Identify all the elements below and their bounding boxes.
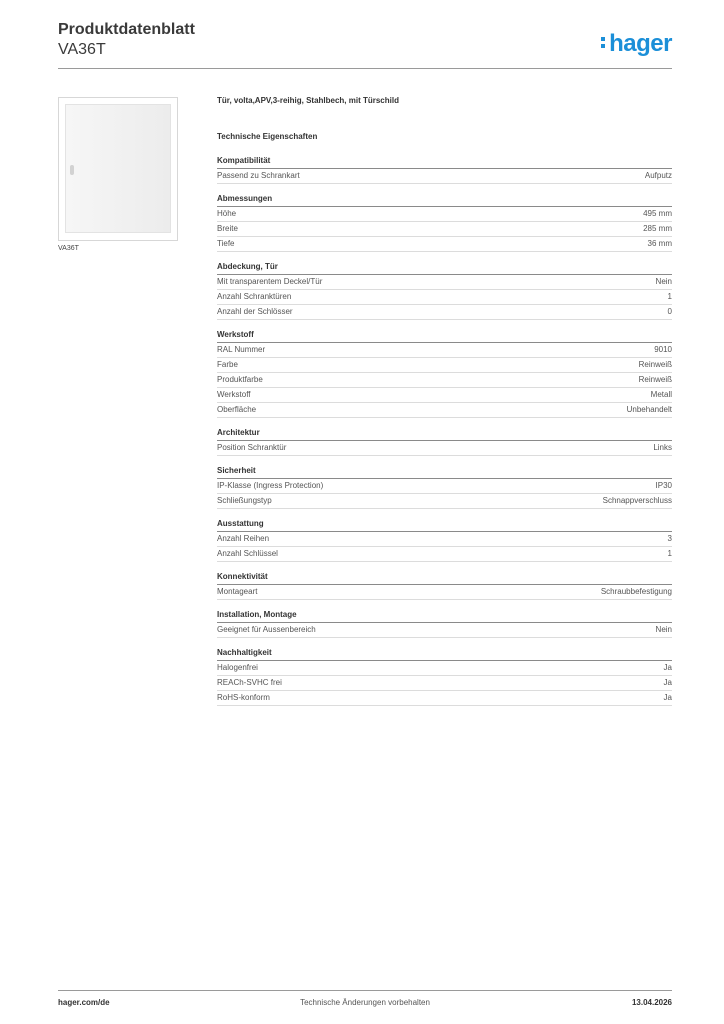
image-caption: VA36T <box>58 245 79 252</box>
footer-divider <box>58 990 672 991</box>
spec-row <box>217 676 672 691</box>
spec-label: Montageart <box>217 587 258 596</box>
spec-row <box>217 343 672 358</box>
page-header <box>58 20 195 60</box>
spec-label: Schließungstyp <box>217 496 272 505</box>
spec-value: 36 mm <box>647 239 672 248</box>
spec-row <box>217 547 672 562</box>
spec-sections <box>217 156 672 706</box>
spec-row <box>217 691 672 706</box>
product-description: Tür, volta,APV,3-reihig, Stahlbech, mit Türschild <box>217 96 399 105</box>
section-title: Konnektivität <box>217 572 672 585</box>
spec-row <box>217 388 672 403</box>
spec-value: 285 mm <box>643 224 672 233</box>
spec-row <box>217 222 672 237</box>
spec-row <box>217 585 672 600</box>
spec-section <box>217 330 672 418</box>
spec-value: 3 <box>667 534 672 543</box>
spec-label: RAL Nummer <box>217 345 266 354</box>
spec-label: IP-Klasse (Ingress Protection) <box>217 481 324 490</box>
spec-value: Reinweiß <box>638 375 672 384</box>
spec-row <box>217 358 672 373</box>
spec-label: Geeignet für Aussenbereich <box>217 625 316 634</box>
spec-label: RoHS-konform <box>217 693 270 702</box>
logo-dots-icon <box>601 34 607 51</box>
section-title: Kompatibilität <box>217 156 672 169</box>
spec-row <box>217 623 672 638</box>
spec-value: Schraubbefestigung <box>600 587 672 596</box>
spec-row <box>217 290 672 305</box>
section-title: Werkstoff <box>217 330 672 343</box>
door-illustration <box>65 104 171 233</box>
spec-value: Metall <box>650 390 672 399</box>
spec-section <box>217 156 672 184</box>
spec-row <box>217 237 672 252</box>
spec-section <box>217 648 672 706</box>
tech-properties-heading: Technische Eigenschaften <box>217 132 318 141</box>
spec-label: Anzahl Reihen <box>217 534 270 543</box>
header-divider <box>58 68 672 69</box>
product-image <box>58 97 178 241</box>
spec-section <box>217 572 672 600</box>
section-title: Installation, Montage <box>217 610 672 623</box>
spec-value: 1 <box>667 549 672 558</box>
spec-row <box>217 441 672 456</box>
spec-label: Anzahl der Schlösser <box>217 307 293 316</box>
spec-label: Anzahl Schlüssel <box>217 549 278 558</box>
spec-row <box>217 207 672 222</box>
spec-value: 1 <box>667 292 672 301</box>
spec-row <box>217 479 672 494</box>
section-title: Nachhaltigkeit <box>217 648 672 661</box>
spec-label: Werkstoff <box>217 390 251 399</box>
spec-row <box>217 305 672 320</box>
spec-row <box>217 661 672 676</box>
spec-label: Halogenfrei <box>217 663 258 672</box>
spec-value: 495 mm <box>643 209 672 218</box>
spec-label: Position Schranktür <box>217 443 287 452</box>
spec-value: Aufputz <box>644 171 672 180</box>
spec-label: Anzahl Schranktüren <box>217 292 292 301</box>
spec-value: Unbehandelt <box>626 405 672 414</box>
footer-date: 13.04.2026 <box>631 998 672 1007</box>
hager-logo <box>601 30 672 58</box>
door-handle-icon <box>70 165 74 175</box>
spec-value: Ja <box>663 693 672 702</box>
spec-row <box>217 494 672 509</box>
spec-value: Reinweiß <box>638 360 672 369</box>
section-title: Sicherheit <box>217 466 672 479</box>
spec-row <box>217 532 672 547</box>
footer-website: hager.com/de <box>58 998 110 1007</box>
footer-note: Technische Änderungen vorbehalten <box>300 998 430 1007</box>
spec-label: Oberfläche <box>217 405 257 414</box>
spec-section <box>217 466 672 509</box>
spec-label: Höhe <box>217 209 237 218</box>
spec-label: Farbe <box>217 360 238 369</box>
section-title: Abmessungen <box>217 194 672 207</box>
section-title: Ausstattung <box>217 519 672 532</box>
spec-label: Breite <box>217 224 238 233</box>
spec-row <box>217 403 672 418</box>
spec-value: Links <box>653 443 672 452</box>
spec-value: 0 <box>667 307 672 316</box>
spec-label: Passend zu Schrankart <box>217 171 300 180</box>
spec-label: Produktfarbe <box>217 375 263 384</box>
product-code: VA36T <box>58 41 106 58</box>
spec-label: Tiefe <box>217 239 235 248</box>
section-title: Architektur <box>217 428 672 441</box>
logo-text: hager <box>609 30 672 57</box>
spec-section <box>217 194 672 252</box>
spec-value: Schnappverschluss <box>602 496 672 505</box>
spec-row <box>217 275 672 290</box>
spec-value: Ja <box>663 678 672 687</box>
spec-section <box>217 428 672 456</box>
document-title: Produktdatenblatt <box>58 21 195 38</box>
spec-section <box>217 519 672 562</box>
spec-value: Nein <box>655 625 672 634</box>
specs-content <box>217 96 672 716</box>
spec-label: REACh-SVHC frei <box>217 678 282 687</box>
spec-section <box>217 610 672 638</box>
section-title: Abdeckung, Tür <box>217 262 672 275</box>
spec-value: IP30 <box>655 481 672 490</box>
spec-row <box>217 169 672 184</box>
spec-value: Ja <box>663 663 672 672</box>
spec-value: Nein <box>655 277 672 286</box>
spec-section <box>217 262 672 320</box>
spec-row <box>217 373 672 388</box>
spec-label: Mit transparentem Deckel/Tür <box>217 277 323 286</box>
spec-value: 9010 <box>654 345 672 354</box>
